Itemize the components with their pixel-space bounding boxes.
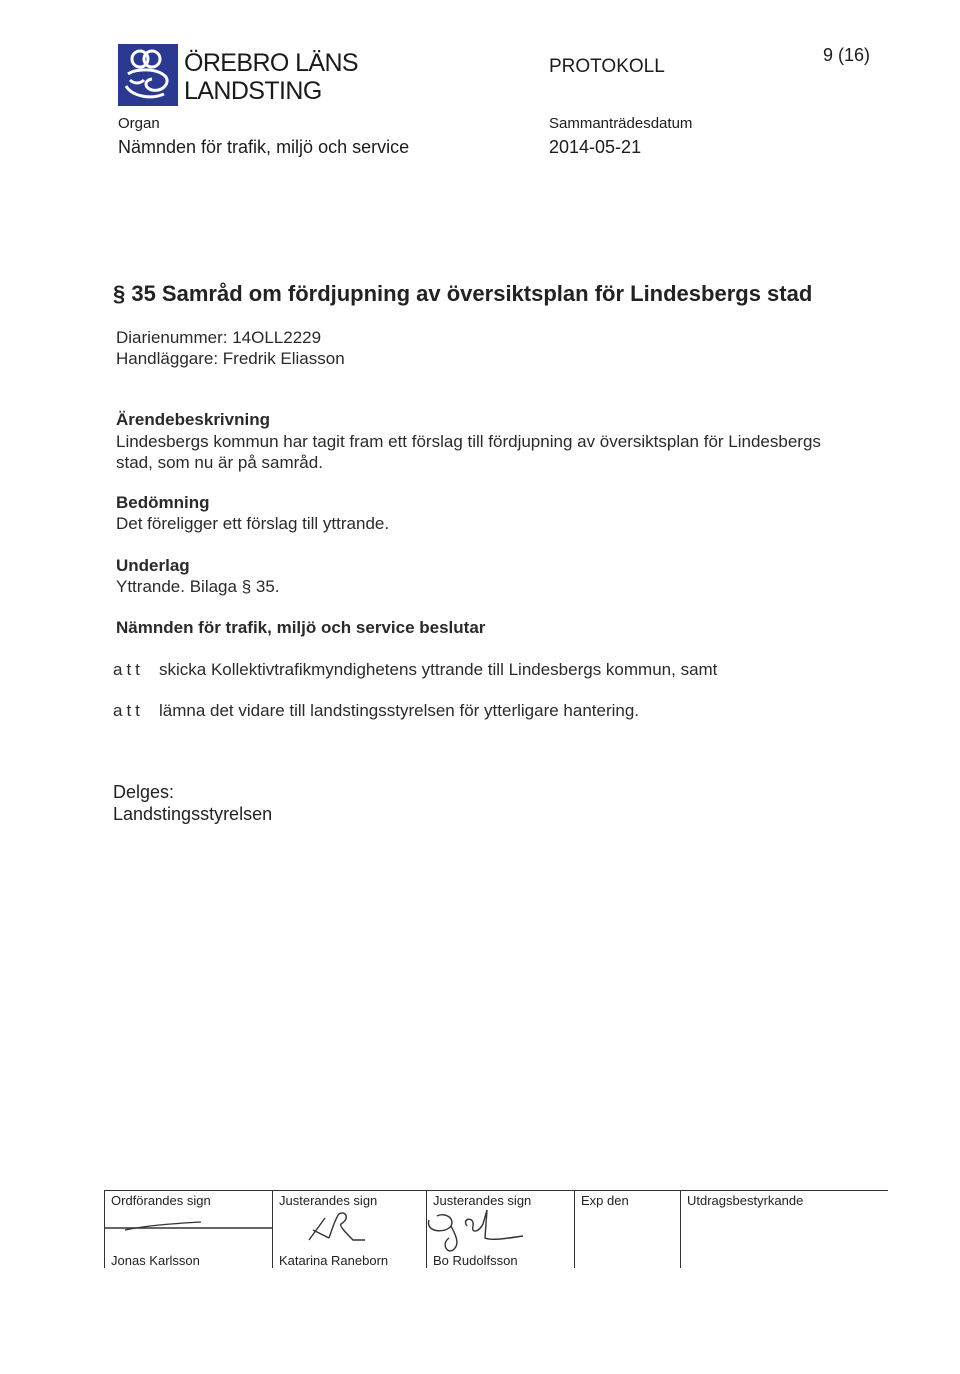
signature-name: Katarina Raneborn — [279, 1253, 389, 1268]
signature-drawing-icon — [273, 1204, 427, 1248]
decision-prefix: att — [113, 701, 144, 720]
signature-label: Ordförandes sign — [111, 1193, 211, 1208]
signature-name: Jonas Karlsson — [111, 1253, 200, 1268]
section-title: § 35 Samråd om fördjupning av översiktsplan för Lindesbergs stad — [113, 281, 813, 306]
signature-label: Justerandes sign — [279, 1193, 378, 1208]
signature-label: Utdragsbestyrkande — [687, 1193, 804, 1208]
page-number: 9 (16) — [823, 45, 871, 65]
signature-label: Justerandes sign — [433, 1193, 532, 1208]
org-name-line2: LANDSTING — [184, 77, 322, 105]
diarienummer: Diarienummer: 14OLL2229 — [116, 328, 322, 347]
signature-drawing-icon — [105, 1204, 275, 1244]
signature-name: Bo Rudolfsson — [433, 1253, 518, 1268]
decision-text: lämna det vidare till landstingsstyrelsen för ytterligare hantering. — [159, 701, 640, 720]
org-name-line1: ÖREBRO LÄNS — [184, 49, 359, 77]
signature-label: Exp den — [581, 1193, 629, 1208]
underlag-text: Yttrande. Bilaga § 35. — [116, 577, 280, 596]
doc-type: PROTOKOLL — [549, 56, 665, 77]
signature-table — [104, 1190, 888, 1270]
signature-drawing-icon — [427, 1204, 575, 1254]
arende-text-line: stad, som nu är på samråd. — [116, 453, 323, 472]
signature-cell-adjuster-1 — [272, 1190, 427, 1268]
decision-prefix: att — [113, 660, 144, 679]
underlag-heading: Underlag — [116, 556, 190, 575]
organ-value: Nämnden för trafik, miljö och service — [118, 137, 410, 157]
meeting-date-value: 2014-05-21 — [549, 137, 642, 157]
signature-cell-certification — [680, 1190, 889, 1268]
meeting-date-label: Sammanträdesdatum — [549, 115, 693, 132]
bedomning-heading: Bedömning — [116, 493, 210, 512]
signature-cell-adjuster-2 — [426, 1190, 575, 1268]
arende-heading: Ärendebeskrivning — [116, 410, 270, 429]
organ-label: Organ — [118, 115, 160, 132]
handlaggare: Handläggare: Fredrik Eliasson — [116, 349, 345, 368]
decision-text: skicka Kollektivtrafikmyndighetens yttrande till Lindesbergs kommun, samt — [159, 660, 718, 679]
beslut-heading: Nämnden för trafik, miljö och service beslutar — [116, 618, 486, 637]
landsting-logo-icon — [118, 44, 178, 106]
signature-cell-chair — [104, 1190, 273, 1268]
bedomning-text: Det föreligger ett förslag till yttrande. — [116, 514, 390, 533]
delges-label: Delges: — [113, 782, 175, 802]
signature-cell-exp — [574, 1190, 681, 1268]
arende-text-line: Lindesbergs kommun har tagit fram ett förslag till fördjupning av översiktsplan för Lindesbergs — [116, 432, 821, 451]
delges-value: Landstingsstyrelsen — [113, 804, 273, 824]
